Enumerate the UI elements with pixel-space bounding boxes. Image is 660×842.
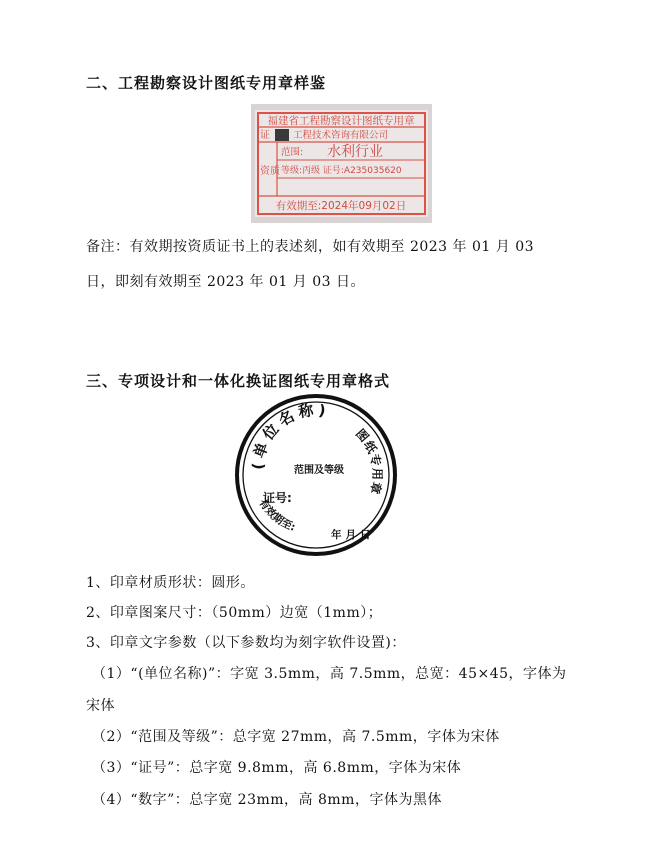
seal-center-text: 范围及等级 (294, 465, 344, 476)
rectangular-stamp-image (251, 104, 432, 223)
stamp-grade: 等级:丙级 证号:A235035620 (281, 166, 402, 176)
spec-item-3: 3、印章文字参数（以下参数均为刻字软件设置)： (86, 635, 406, 651)
stamp-scope-label: 范围: (281, 147, 304, 158)
section3-heading: 三、专项设计和一体化换证图纸专用章格式 (86, 372, 391, 390)
seal-cert-label: 证号: (263, 491, 292, 505)
redaction-mark (275, 129, 289, 141)
spec-subitem-1: （1）“(单位名称)”：字宽 3.5mm，高 7.5mm，总宽：45×45，字体为 (92, 666, 567, 682)
round-seal-image (233, 392, 399, 558)
seal-bottom-right: 年月日 (331, 529, 375, 541)
spec-subitem-4: （4）“数字”：总字宽 23mm，高 8mm，字体为黑体 (92, 792, 442, 808)
stamp-qual-label: 资质 (260, 166, 280, 177)
spec-subitem-1-cont: 宋体 (86, 698, 115, 714)
seal-bottom-left: 有效期至: (256, 497, 297, 534)
stamp-scope-value: 水利行业 (327, 144, 383, 160)
spec-item-1: 1、印章材质形状：圆形。 (86, 575, 255, 591)
note-line-1: 备注：有效期按资质证书上的表述刻，如有效期至 2023 年 01 月 03 (86, 239, 535, 255)
stamp-validity: 有效期至:2024年09月02日 (275, 200, 407, 212)
stamp-line1: 福建省工程勘察设计图纸专用章 (267, 115, 415, 127)
spec-subitem-3: （3）“证号”：总字宽 9.8mm，高 6.8mm，字体为宋体 (92, 760, 462, 776)
stamp-line2-prefix: 证 (260, 130, 270, 141)
spec-item-2: 2、印章图案尺寸：（50mm）边宽（1mm）； (86, 605, 383, 621)
section2-heading: 二、工程勘察设计图纸专用章样鉴 (86, 74, 327, 92)
stamp-line2-company: 工程技术咨询有限公司 (293, 130, 389, 141)
spec-subitem-2: （2）“范围及等级”：总字宽 27mm，高 7.5mm，字体为宋体 (92, 729, 500, 745)
note-line-2: 日，即刻有效期至 2023 年 01 月 03 日。 (86, 274, 365, 290)
seal-top-arc: (单位名称) (248, 400, 331, 471)
seal-right-arc: 图纸专用章 (352, 426, 385, 497)
